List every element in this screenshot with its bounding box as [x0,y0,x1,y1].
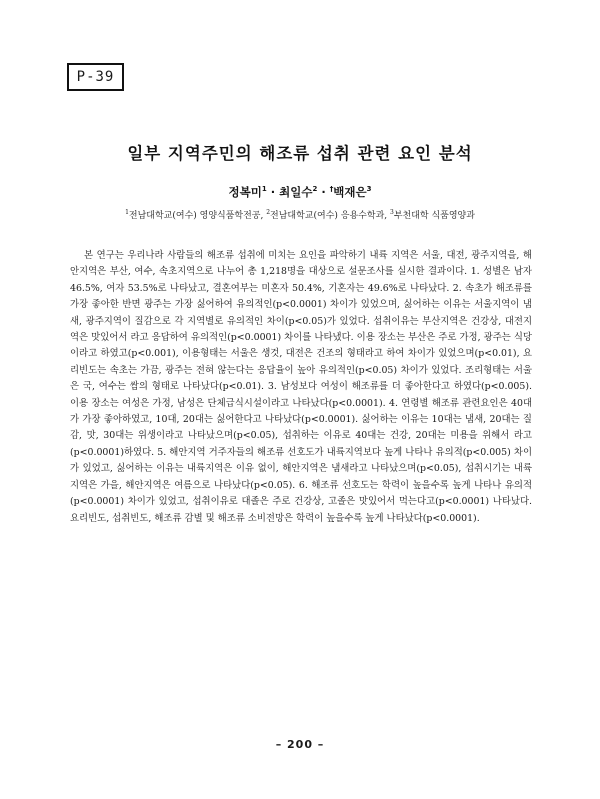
affiliation-1: $^1$전남대학교(여수) 영양식품학전공, [125,209,267,221]
paper-title: 일부 지역주민의 해조류 섭취 관련 요인 분석 [127,144,473,163]
affiliation-list [0,208,600,221]
author-list: 정복미$^1$ · 최일수$^2$ · †백재은$^3$ [228,185,372,199]
affiliation-3: $^3$부천대학 식품영양과 [389,209,475,221]
author-2: 최일수$^2$ [279,185,318,199]
poster-id-box: P-39 [67,63,124,91]
abstract-body: 본 연구는 우리나라 사람들의 해조류 섭취에 미치는 요인을 파악하기 내륙 지역은 서울, 대전, 광주지역을, 해안지역은 부산, 여수, 속초지역으로 나누어 총 1,218명을 대상으로 설문조사를 실시한 결과이다. 1. 성별은 남자 46.5%, 여자 53.5%로 나타났고, 결혼여부는 미혼자 50.4%, 기혼자는 49.6%로 나타났다. 2. 속초가 해조류를 가장 좋아한 반면 광주는 가장 싫어하여 유의적인(p<0.0001) 차이가 있었으며, 싫어하는 이유는 서울지역이 냄새, 광주지역이 질감으로 각 지역별로 유의적인 차이(p<0.05)가 있었다. 섭취이유는 부산지역은 건강상, 대전지역은 맛있어서 라고 응답하여 유의적인(p<0.0001) 차이를 나타냈다. 이용 장소는 부산은 주로 가정, 광주는 식당이라고 하였고(p<0.001), 이용형태는 서울은 생것, 대전은 건조의 형태라고 하여 차이가 있었으며(p<0.01), 요리빈도는 속초는 가끔, 광주는 전혀 않는다는 응답율이 높아 유의적인(p<0.05) 차이가 있었다. 조리형태는 서울은 국, 여수는 쌈의 형태로 나타났다(p<0.01). 3. 남성보다 여성이 해조류를 더 좋아한다고 하였다(p<0.005). 이용 장소는 여성은 가정, 남성은 단체급식시설이라고 나타났다(p<0.0001). 4. 연령별 해조류 관련요인은 40대가 가장 좋아하였고, 10대, 20대는 싫어한다고 나타났다(p<0.0001). 싫어하는 이유는 10대는 냄새, 20대는 질감, 맛, 30대는 위생이라고 나타났으며(p<0.05), 섭취하는 이유로 40대는 건강, 20대는 미용을 위해서 라고(p<0.0001)하였다. 5. 해안지역 거주자들의 해조류 선호도가 내륙지역보다 높게 나타나 유의적(p<0.005) 차이가 있었고, 싫어하는 이유는 내륙지역은 이유 없이, 해안지역은 냄새라고 나타났으며(p<0.05), 섭취시기는 내륙지역은 가을, 해안지역은 여름으로 나타났다(p<0.05). 6. 해조류 선호도는 학력이 높을수록 높게 나타나 유의적(p<0.0001) 차이가 있었고, 섭취이유로 대졸은 주로 건강상, 고졸은 맛있어서 먹는다고(p<0.0001) 나타났다. 요리빈도, 섭취빈도, 해조류 감별 및 해조류 소비전망은 학력이 높을수록 높게 나타났다(p<0.0001). [70,250,532,524]
affiliation-2: $^2$전남대학교(여수) 응용수학과, [266,209,390,221]
page-number: – 200 – [275,738,325,751]
author-3: †백재은$^3$ [329,185,372,199]
author-1: 정복미$^1$ [228,185,267,199]
